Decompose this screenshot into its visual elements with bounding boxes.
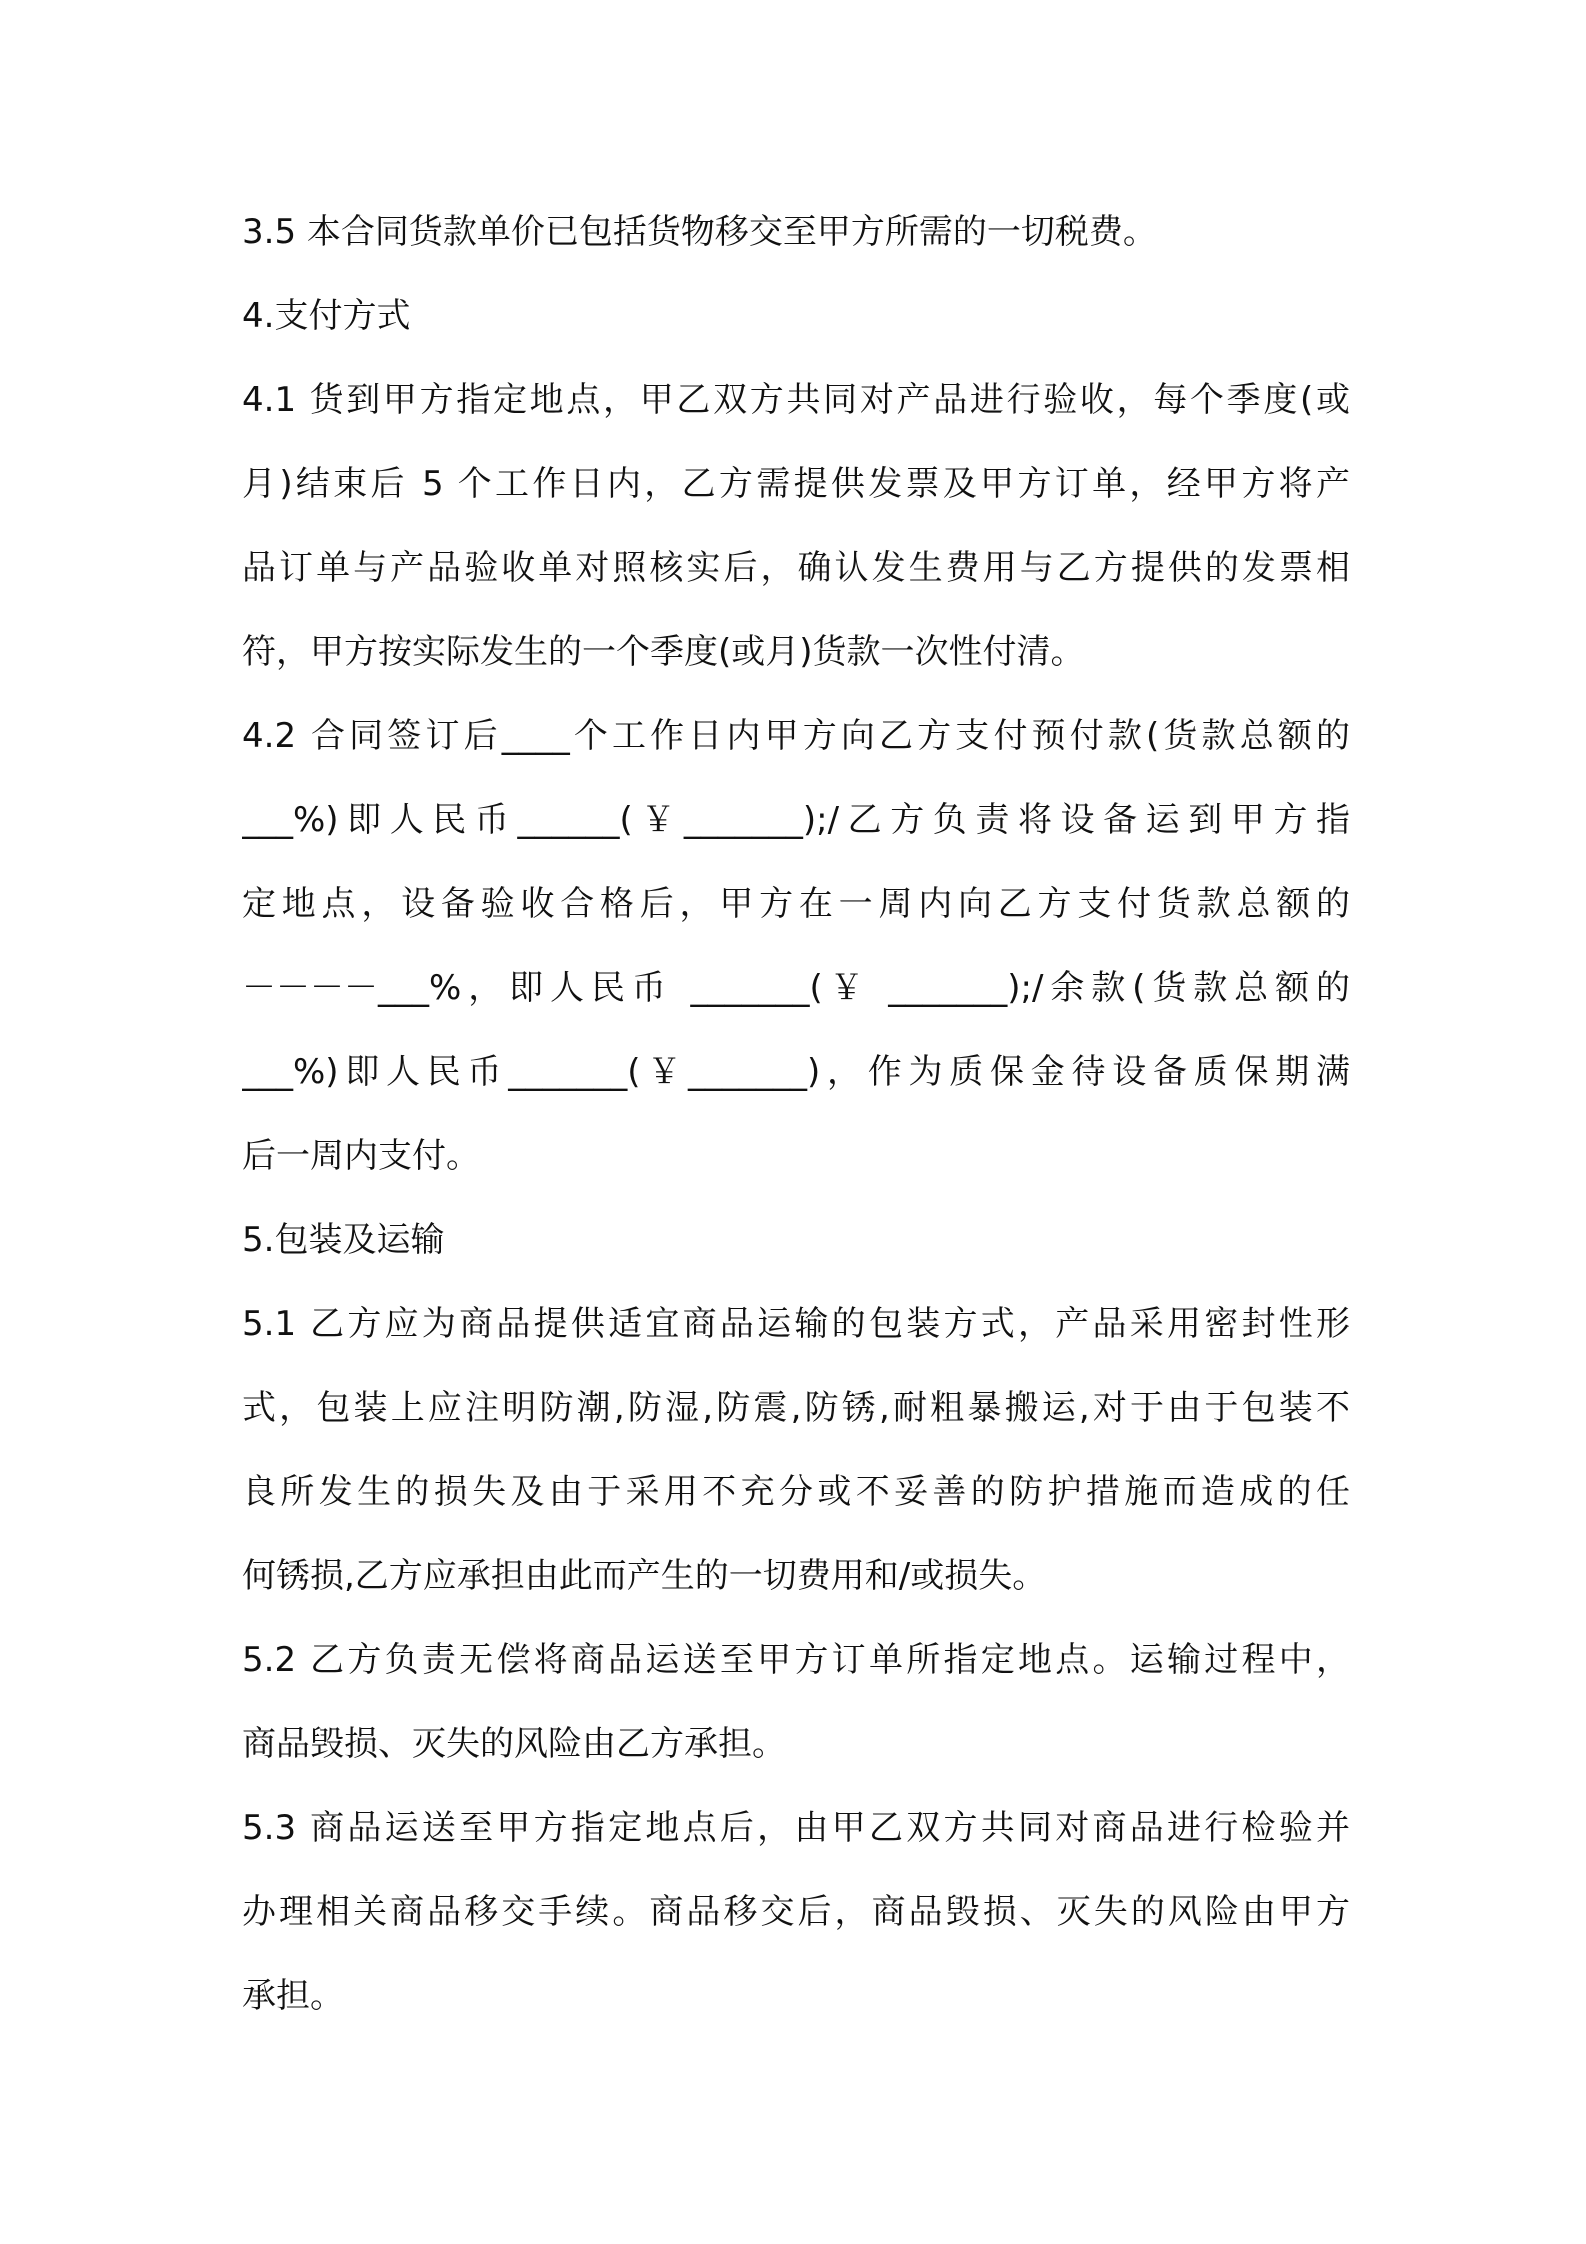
clause-4-2-line-1: 4.2 合同签订后____个工作日内甲方向乙方支付预付款(货款总额的 [242, 716, 1350, 756]
section-5-heading: 5.包装及运输 [242, 1220, 445, 1260]
clause-4-1-line-4: 符，甲方按实际发生的一个季度(或月)货款一次性付清。 [242, 632, 1085, 672]
clause-5-1-line-1: 5.1 乙方应为商品提供适宜商品运输的包装方式，产品采用密封性形 [242, 1304, 1350, 1344]
clause-5-3-line-3: 承担。 [242, 1976, 344, 2016]
clause-4-1-line-1: 4.1 货到甲方指定地点，甲乙双方共同对产品进行验收，每个季度(或 [242, 380, 1350, 420]
clause-4-2-line-3: 定地点，设备验收合格后，甲方在一周内向乙方支付货款总额的 [242, 884, 1350, 924]
section-4-heading: 4.支付方式 [242, 296, 411, 336]
clause-5-2-line-1: 5.2 乙方负责无偿将商品运送至甲方订单所指定地点。运输过程中， [242, 1640, 1350, 1680]
clause-5-3-line-1: 5.3 商品运送至甲方指定地点后，由甲乙双方共同对商品进行检验并 [242, 1808, 1350, 1848]
clause-3-5: 3.5 本合同货款单价已包括货物移交至甲方所需的一切税费。 [242, 212, 1157, 252]
contract-text-body [242, 190, 1350, 2038]
clause-4-2-line-4: －－－－___%，即人民币 _______(￥ _______);/余款(货款总额的 [242, 968, 1350, 1008]
clause-5-1-line-3: 良所发生的损失及由于采用不充分或不妥善的防护措施而造成的任 [242, 1472, 1350, 1512]
clause-5-1-line-2: 式，包装上应注明防潮,防湿,防震,防锈,耐粗暴搬运,对于由于包装不 [242, 1388, 1350, 1428]
clause-5-3-line-2: 办理相关商品移交手续。商品移交后，商品毁损、灭失的风险由甲方 [242, 1892, 1350, 1932]
clause-4-2-line-2: ___%)即人民币______(￥_______);/乙方负责将设备运到甲方指 [242, 800, 1350, 840]
clause-4-2-line-5: ___%)即人民币_______(￥_______)，作为质保金待设备质保期满 [242, 1052, 1350, 1092]
clause-4-2-line-6: 后一周内支付。 [242, 1136, 480, 1176]
clause-4-1-line-2: 月)结束后 5 个工作日内，乙方需提供发票及甲方订单，经甲方将产 [242, 464, 1350, 504]
clause-4-1-line-3: 品订单与产品验收单对照核实后，确认发生费用与乙方提供的发票相 [242, 548, 1350, 588]
clause-5-2-line-2: 商品毁损、灭失的风险由乙方承担。 [242, 1724, 786, 1764]
clause-5-1-line-4: 何锈损,乙方应承担由此而产生的一切费用和/或损失。 [242, 1556, 1047, 1596]
